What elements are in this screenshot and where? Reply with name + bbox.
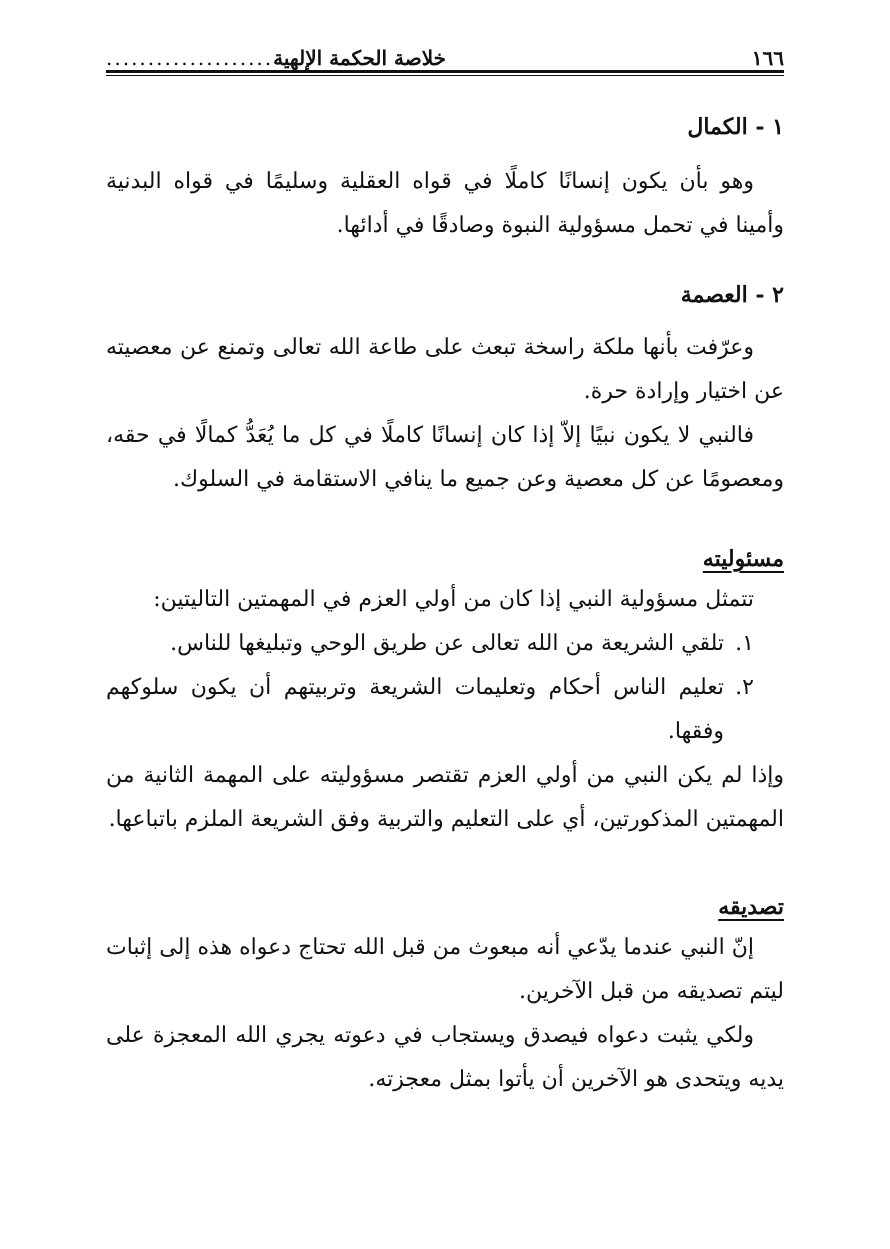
section-heading: تصديقه: [718, 894, 784, 920]
section-tasdiq-body: [106, 926, 784, 1102]
list-item: [106, 666, 784, 754]
list-number: ١.: [735, 631, 754, 656]
section-heading: ٢ - العصمة: [680, 282, 784, 308]
section-isma-body: [106, 326, 784, 502]
book-page: [106, 0, 784, 1249]
list-number: ٢.: [735, 675, 754, 700]
list-item: [106, 622, 784, 666]
section-kamal: [106, 112, 784, 142]
paragraph: وهو بأن يكون إنسانًا كاملًا في قواه العقلية وسليمًا في قواه البدنية وأمينا في تحمل مسؤولية النبوة وصادقًا في أدائها.: [106, 169, 784, 238]
paragraph: وعرّفت بأنها ملكة راسخة تبعث على طاعة الله تعالى وتمنع عن معصيته عن اختيار وإرادة حرة.: [106, 335, 784, 404]
section-heading: ١ - الكمال: [687, 114, 784, 140]
section-kamal-body: [106, 160, 784, 248]
paragraph: فالنبي لا يكون نبيًا إلاّ إذا كان إنسانًا كاملًا في كل ما يُعَدُّ كمالًا في حقه، ومعصومًا عن كل معصية وعن جميع ما ينافي الاستقامة في السلوك.: [106, 423, 784, 492]
list-text: تلقي الشريعة من الله تعالى عن طريق الوحي وتبليغها للناس.: [170, 631, 724, 656]
paragraph: وإذا لم يكن النبي من أولي العزم تقتصر مسؤوليته على المهمة الثانية من المهمتين المذكورتين، أي على التعليم والتربية وفق الشريعة الملزم باتباعها.: [106, 763, 784, 832]
section-heading: مسئوليته: [702, 546, 784, 572]
header-rule: [106, 70, 784, 76]
header-leader-dots: ....................: [106, 46, 274, 70]
section-isma: [106, 280, 784, 310]
header-title: خلاصة الحكمة الإلهية: [273, 46, 447, 70]
header-title-group: [106, 48, 446, 68]
paragraph: ولكي يثبت دعواه فيصدق ويستجاب في دعوته يجري الله المعجزة على يديه ويتحدى هو الآخرين أن يأتوا بمثل معجزته.: [106, 1023, 784, 1092]
section-masuliyya: [106, 544, 784, 574]
paragraph: إنّ النبي عندما يدّعي أنه مبعوث من قبل الله تحتاج دعواه هذه إلى إثبات ليتم تصديقه من قبل الآخرين.: [106, 935, 784, 1004]
list-text: تعليم الناس أحكام وتعليمات الشريعة وتربيتهم أن يكون سلوكهم وفقها.: [106, 675, 724, 744]
section-masuliyya-body: [106, 578, 784, 842]
section-tasdiq: [106, 892, 784, 922]
running-header: [106, 34, 784, 68]
page-number: ١٦٦: [751, 46, 784, 70]
paragraph: تتمثل مسؤولية النبي إذا كان من أولي العزم في المهمتين التاليتين:: [153, 587, 754, 612]
